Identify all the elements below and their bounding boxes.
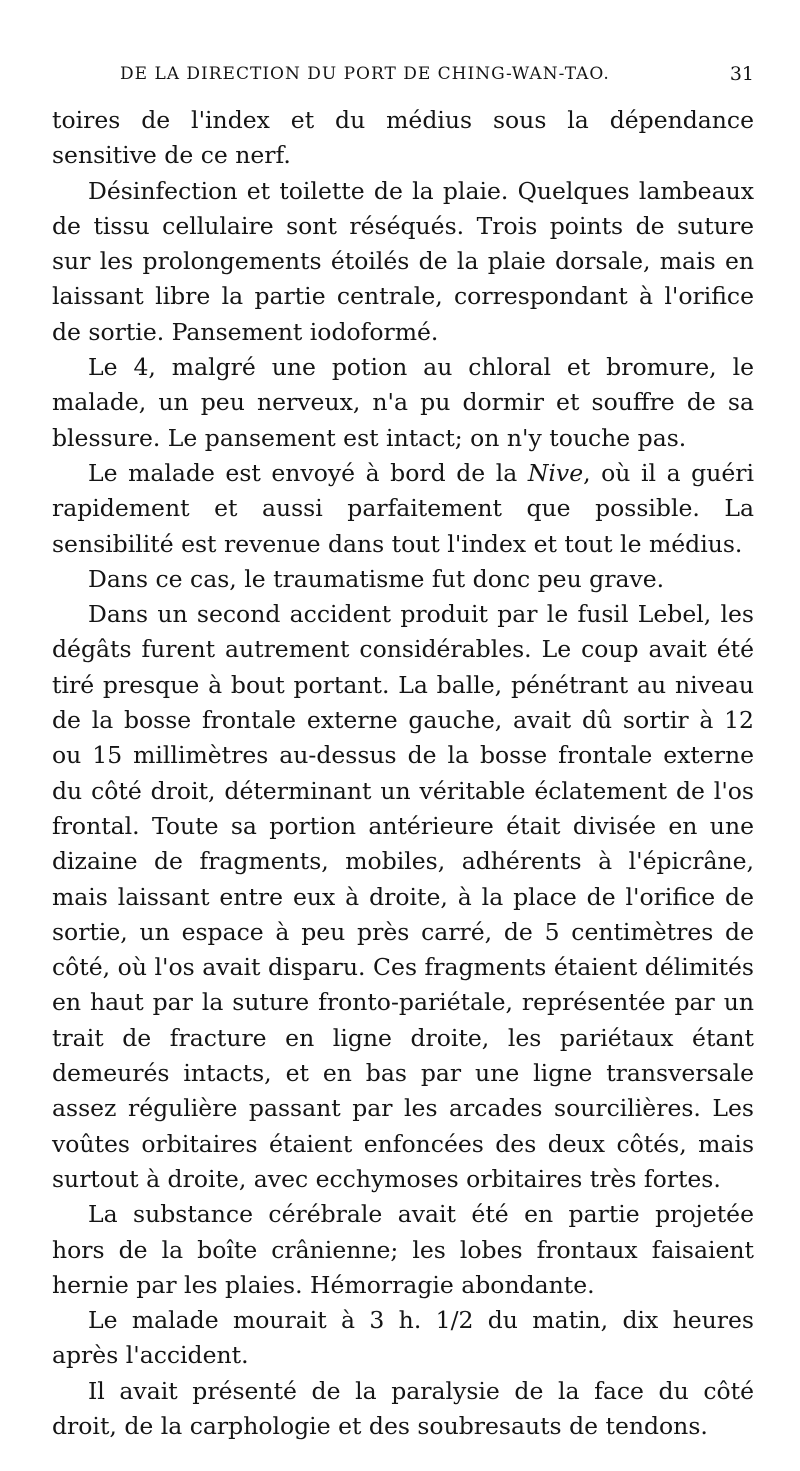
paragraph-4 [52, 456, 754, 562]
body-text [52, 103, 754, 1444]
ship-name: Nive [527, 458, 584, 487]
paragraph-9: Il avait présenté de la paralysie de la face du côté droit, de la carphologie et des soubresauts de tendons. [52, 1376, 754, 1440]
paragraph-4-end: , où il a guéri rapidement et aussi parfaitement que possible. La sensibilité est revenue dans tout l'index et tout le médius. [52, 458, 755, 558]
paragraph-1: toires de l'index et du médius sous la dépendance sensitive de ce nerf. [52, 106, 754, 170]
paragraph-3: Le 4, malgré une potion au chloral et bromure, le malade, un peu nerveux, n'a pu dormir et souffre de sa blessure. Le pansement est intact; on n'y touche pas. [52, 353, 754, 452]
paragraph-7: La substance cérébrale avait été en partie projetée hors de la boîte crânienne; les lobes frontaux faisaient hernie par les plaies. Hémorragie abondante. [52, 1200, 754, 1299]
paragraph-5: Dans ce cas, le traumatisme fut donc peu grave. [88, 564, 665, 593]
paragraph-2: Désinfection et toilette de la plaie. Quelques lambeaux de tissu cellulaire sont réséqués. Trois points de suture sur les prolongements étoilés de la plaie dorsale, mais en laissant libre la partie centrale, correspondant à l'orifice de sortie. Pansement iodoformé. [52, 176, 754, 346]
page-number: 31 [729, 63, 754, 85]
running-title: DE LA DIRECTION DU PORT DE CHING-WAN-TAO. [120, 64, 610, 84]
paragraph-4-start: Le malade est envoyé à bord de la [88, 458, 528, 487]
paragraph-6: Dans un second accident produit par le fusil Lebel, les dégâts furent autrement considérables. Le coup avait été tiré presque à bout portant. La balle, pénétrant au niveau de la bosse frontale externe gauche, avait dû sortir à 12 ou 15 millimètres au-dessus de la bosse frontale externe du côté droit, déterminant un véritable éclatement de l'os frontal. Toute sa portion antérieure était divisée en une dizaine de fragments, mobiles, adhérents à l'épicrâne, mais laissant entre eux à droite, à la place de l'orifice de sortie, un espace à peu près carré, de 5 centimètres de côté, où l'os avait disparu. Ces fragments étaient délimités en haut par la suture fronto-pariétale, représentée par un trait de fracture en ligne droite, les pariétaux étant demeurés intacts, et en bas par une ligne transversale assez régulière passant par les arcades sourcilières. Les voûtes orbitaires étaient enfoncées des deux côtés, mais surtout à droite, avec ecchymoses orbitaires très fortes. [52, 600, 754, 1193]
paragraph-8: Le malade mourait à 3 h. 1/2 du matin, dix heures après l'accident. [52, 1306, 754, 1370]
